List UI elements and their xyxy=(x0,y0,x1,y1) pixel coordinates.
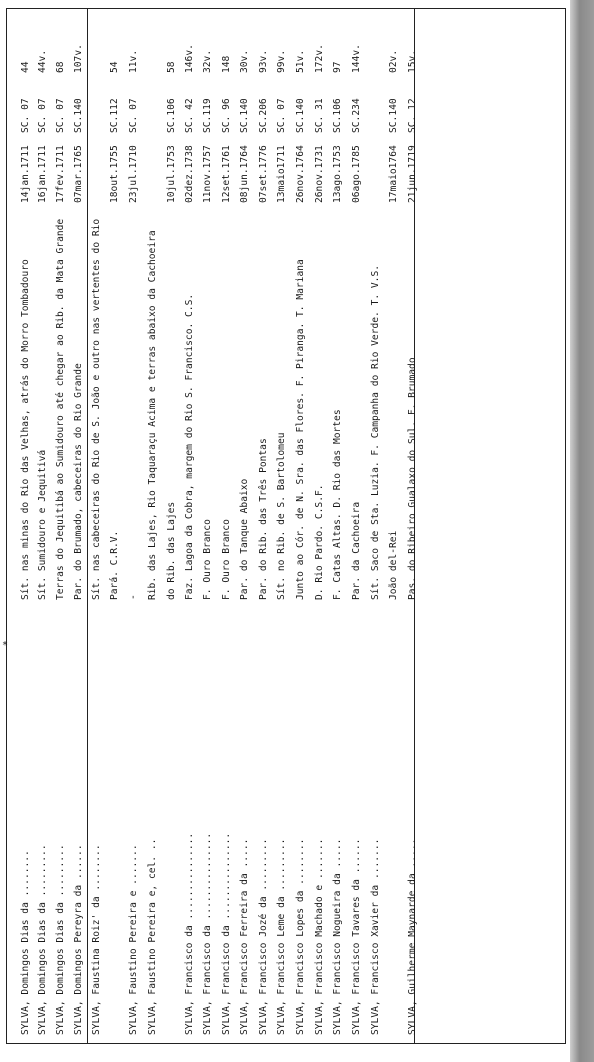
owner-name: SYLVA, Faustino Pereira e ....... xyxy=(128,844,139,1035)
place-description: F. Ouro Branco xyxy=(221,519,232,600)
place-description: Junto ao Cór. de N. Sra. das Flores. F. Piranga. T. Mariana xyxy=(295,259,306,600)
folio-number: 146v. xyxy=(184,44,195,73)
sesmaria-ref: SC.206 xyxy=(258,98,269,133)
place-description: João del-Rei xyxy=(388,530,399,600)
sesmaria-ref: SC.106 xyxy=(166,98,177,133)
grant-date: 13maio1711 xyxy=(276,145,287,203)
sesmaria-ref: SC. 31 xyxy=(314,98,325,133)
place-description: Sít. nas cabeceiras do Rio de S. João e outro nas vertentes do Rio xyxy=(91,218,102,600)
sesmaria-ref: SC. 07 xyxy=(276,98,287,133)
grant-date: 18out.1755 xyxy=(109,145,120,203)
folio-number: 172v. xyxy=(314,44,325,73)
grant-date: 21jun.1719 xyxy=(407,145,418,203)
folio-number: 54 xyxy=(109,61,120,73)
grant-date: 07mar.1765 xyxy=(73,145,84,203)
folio-number: 32v. xyxy=(202,49,213,73)
place-description: Terras do Jequitibá ao Sumidouro até chegar ao Rib. da Mata Grande xyxy=(55,218,66,600)
grant-date: 06ago.1785 xyxy=(351,145,362,203)
folio-number xyxy=(367,0,385,73)
place-description: - xyxy=(128,594,139,600)
folio-number: 15v. xyxy=(407,49,418,73)
sesmaria-ref: SC.234 xyxy=(351,98,362,133)
owner-name: SYLVA, Faustino Pereira e, cel. .. xyxy=(147,838,158,1035)
grant-date: 26nov.1764 xyxy=(295,145,306,203)
place-description: Pas. do Ribeiro Gualaxo do Sul. F. Brumado xyxy=(407,357,418,600)
sesmaria-ref: SC.140 xyxy=(388,98,399,133)
sesmaria-ref: SC.106 xyxy=(332,98,343,133)
sesmaria-ref: SC. 12 xyxy=(407,98,418,133)
grant-date: 07set.1776 xyxy=(258,145,269,203)
owner-name: SYLVA, Francisco Tavares da ...... xyxy=(351,838,362,1035)
folio-number: 68 xyxy=(55,61,66,73)
grant-date: 23jul.1710 xyxy=(128,145,139,203)
owner-name: SYLVA, Francisco da ............... xyxy=(184,832,195,1035)
grant-date: 16jan.1711 xyxy=(37,145,48,203)
sesmaria-ref: SC. 07 xyxy=(55,98,66,133)
owner-name: SYLVA, Francisco Nogueira da ..... xyxy=(332,838,343,1035)
folio-number: 97 xyxy=(332,61,343,73)
place-description: do Rib. das Lajes xyxy=(166,501,177,600)
place-description: Sít. no Rib. de S. Bartolomeu xyxy=(276,432,287,600)
folio-number xyxy=(144,0,162,73)
sesmaria-ref: SC.140 xyxy=(73,98,84,133)
grant-date: 10jul.1753 xyxy=(166,145,177,203)
date-columns xyxy=(7,94,87,95)
place-description: Par. do Tanque Abaixo xyxy=(239,478,250,600)
sesmaria-ref: SC. 07 xyxy=(20,98,31,133)
owner-name: SYLVA, Francisco Xavier da ....... xyxy=(370,838,381,1035)
grant-date: 08jun.1764 xyxy=(239,145,250,203)
place-description: Faz. Lagoa da Cobra, margem do Rio S. Francisco. C.S. xyxy=(184,293,195,600)
folio-number xyxy=(88,0,106,73)
place-description: Rib. das Lajes, Rio Taquaraçu Acima e terras abaixo da Cachoeira xyxy=(147,230,158,600)
grant-date: 14jan.1711 xyxy=(20,145,31,203)
place-description: Par. da Cachoeira xyxy=(351,501,362,600)
owner-name: SYLVA, Domingos Dias da ......... xyxy=(37,844,48,1035)
folio-number: 99v. xyxy=(276,49,287,73)
owner-name: SYLVA, Francisco Leme da ......... xyxy=(276,838,287,1035)
sesmaria-ref: SC.119 xyxy=(202,98,213,133)
owner-name: SYLVA, Domingos Dias da ......... xyxy=(55,844,66,1035)
folio-number: 107v. xyxy=(73,44,84,73)
owner-name: SYLVA, Faustina Roiz' da ........ xyxy=(91,844,102,1035)
register-table xyxy=(6,8,566,1044)
sesmaria-ref: SC.140 xyxy=(295,98,306,133)
owner-name: SYLVA, Francisco Ferreira da ..... xyxy=(239,838,250,1035)
grant-date: 17maio1764 xyxy=(388,145,399,203)
sesmaria-ref: SC. 07 xyxy=(37,98,48,133)
place-description: Sít. Saco de Sta. Luzia. F. Campanha do Rio Verde. T. V.S. xyxy=(370,264,381,600)
folio-number: 44v. xyxy=(37,49,48,73)
owner-name: SYLVA, Francisco da ............... xyxy=(221,832,232,1035)
place-description: Sít. nas minas do Rio das Velhas, atrás do Morro Tombadouro xyxy=(20,259,31,600)
sesmaria-ref: SC.112 xyxy=(109,98,120,133)
grant-date: 26nov.1731 xyxy=(314,145,325,203)
place-description: Pará. C.R.V. xyxy=(109,530,120,600)
folio-number: 51v. xyxy=(295,49,306,73)
folio-number: 148 xyxy=(221,55,232,73)
owner-name: SYLVA, Guilherme Maynarde da ..... xyxy=(407,838,418,1035)
owner-name: SYLVA, Francisco da ............... xyxy=(202,832,213,1035)
folio-number: 93v. xyxy=(258,49,269,73)
place-description: Sít. Sumidouro e Jequitivá xyxy=(37,449,48,600)
grant-date: 11nov.1757 xyxy=(202,145,213,203)
place-description: Par. do Rib. das Três Pontas xyxy=(258,438,269,600)
folio-number: 30v. xyxy=(239,49,250,73)
sesmaria-ref: SC. 42 xyxy=(184,98,195,133)
sesmaria-ref: SC. 96 xyxy=(221,98,232,133)
place-description: F. Ouro Branco xyxy=(202,519,213,600)
owner-name: SYLVA, Domingos Pereyra da ...... xyxy=(73,844,84,1035)
owner-name: SYLVA, Francisco Lopes da ........ xyxy=(295,838,306,1035)
folio-number: 02v. xyxy=(388,49,399,73)
sesmaria-ref: SC.140 xyxy=(239,98,250,133)
grant-date: 13ago.1753 xyxy=(332,145,343,203)
table-body xyxy=(7,9,567,1045)
grant-date: 02dez.1738 xyxy=(184,145,195,203)
margin-mark: * xyxy=(2,640,9,651)
folio-number: 44 xyxy=(20,61,31,73)
grant-date: 17fev.1711 xyxy=(55,145,66,203)
place-description: D. Rio Pardo. C.S.F. xyxy=(314,484,325,600)
owner-name: SYLVA, Domingos Dias da ........ xyxy=(20,850,31,1035)
sesmaria-ref: SC. 07 xyxy=(128,98,139,133)
place-description: Par. do Brumado, cabeceiras do Rio Grande xyxy=(73,363,84,600)
folio-number: 144v. xyxy=(351,44,362,73)
owner-name: SYLVA, Francisco Machado e ....... xyxy=(314,838,325,1035)
owner-name: SYLVA, Francisco Jozé da ......... xyxy=(258,838,269,1035)
folio-number: 58 xyxy=(166,61,177,73)
folio-number: 11v. xyxy=(128,49,139,73)
place-description: F. Catas Altas. D. Rio das Mortes xyxy=(332,409,343,600)
grant-date: 12set.1761 xyxy=(221,145,232,203)
page-edge-shadow xyxy=(570,0,594,1062)
